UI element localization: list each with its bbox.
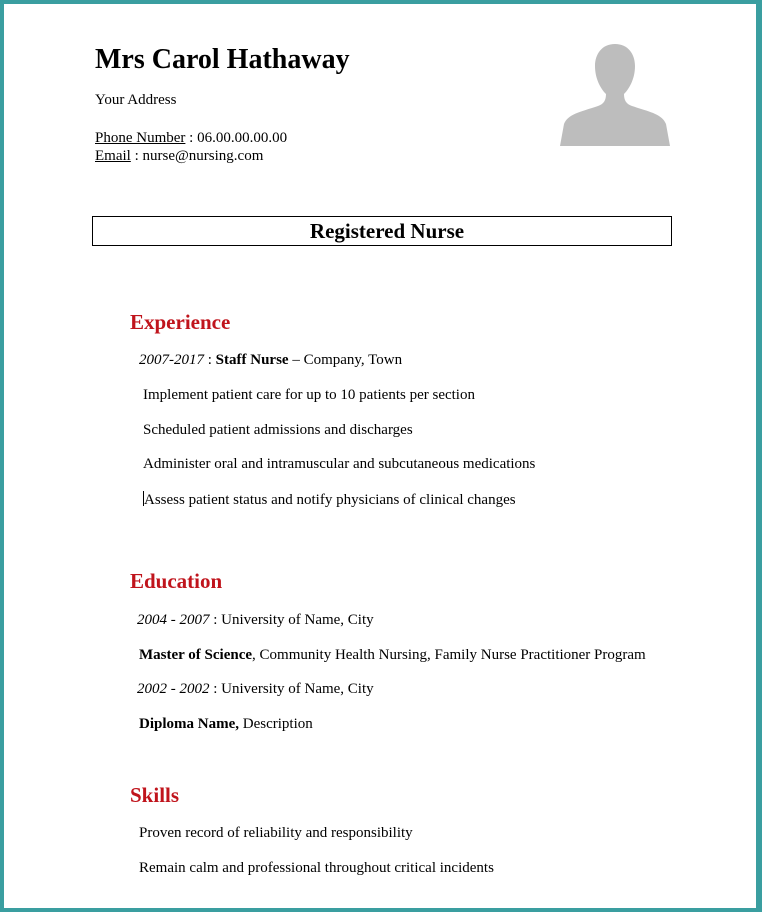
experience-bullet: Assess patient status and notify physicians of clinical changes	[144, 492, 516, 508]
education-degree: Master of Science	[139, 647, 253, 663]
skills-heading[interactable]: Skills	[130, 783, 180, 807]
job-title: Registered Nurse	[309, 218, 465, 243]
person-silhouette-icon[interactable]	[560, 42, 670, 146]
email-label: Email	[95, 148, 131, 164]
email-line[interactable]	[95, 148, 263, 165]
experience-bullet-with-cursor[interactable]	[143, 491, 516, 509]
education-heading[interactable]: Education	[130, 569, 223, 593]
experience-entry[interactable]	[139, 352, 402, 369]
education-entry-dates[interactable]	[137, 612, 374, 629]
address-line[interactable]: Your Address	[95, 92, 177, 108]
education-degree: Diploma Name,	[139, 716, 239, 732]
education-desc: Description	[239, 716, 313, 732]
experience-heading[interactable]: Experience	[130, 310, 231, 334]
experience-sep: :	[204, 352, 216, 368]
phone-label: Phone Number	[95, 130, 186, 146]
experience-bullet[interactable]: Implement patient care for up to 10 patients per section	[143, 387, 475, 403]
phone-line[interactable]	[95, 130, 287, 147]
education-dates: 2004 - 2007	[137, 612, 210, 628]
experience-role: Staff Nurse	[215, 352, 289, 368]
skill-item[interactable]: Remain calm and professional throughout critical incidents	[139, 860, 494, 876]
candidate-name[interactable]: Mrs Carol Hathaway	[95, 44, 350, 75]
education-entry-dates[interactable]	[137, 681, 374, 698]
education-place: : University of Name, City	[209, 612, 374, 628]
email-value: : nurse@nursing.com	[130, 148, 264, 164]
education-entry-degree[interactable]	[139, 647, 646, 664]
job-title-box[interactable]	[92, 216, 672, 246]
education-desc: , Community Health Nursing, Family Nurse Practitioner Program	[252, 647, 646, 663]
phone-value: : 06.00.00.00.00	[185, 130, 288, 146]
education-entry-degree[interactable]	[139, 716, 313, 733]
resume-page	[4, 4, 756, 908]
skill-item[interactable]: Proven record of reliability and responsibility	[139, 825, 413, 841]
education-dates: 2002 - 2002	[137, 681, 210, 697]
experience-bullet[interactable]: Scheduled patient admissions and discharges	[143, 422, 413, 438]
experience-bullet[interactable]: Administer oral and intramuscular and subcutaneous medications	[143, 456, 536, 472]
experience-dates: 2007-2017	[139, 352, 204, 368]
education-place: : University of Name, City	[209, 681, 374, 697]
experience-company: – Company, Town	[288, 352, 403, 368]
